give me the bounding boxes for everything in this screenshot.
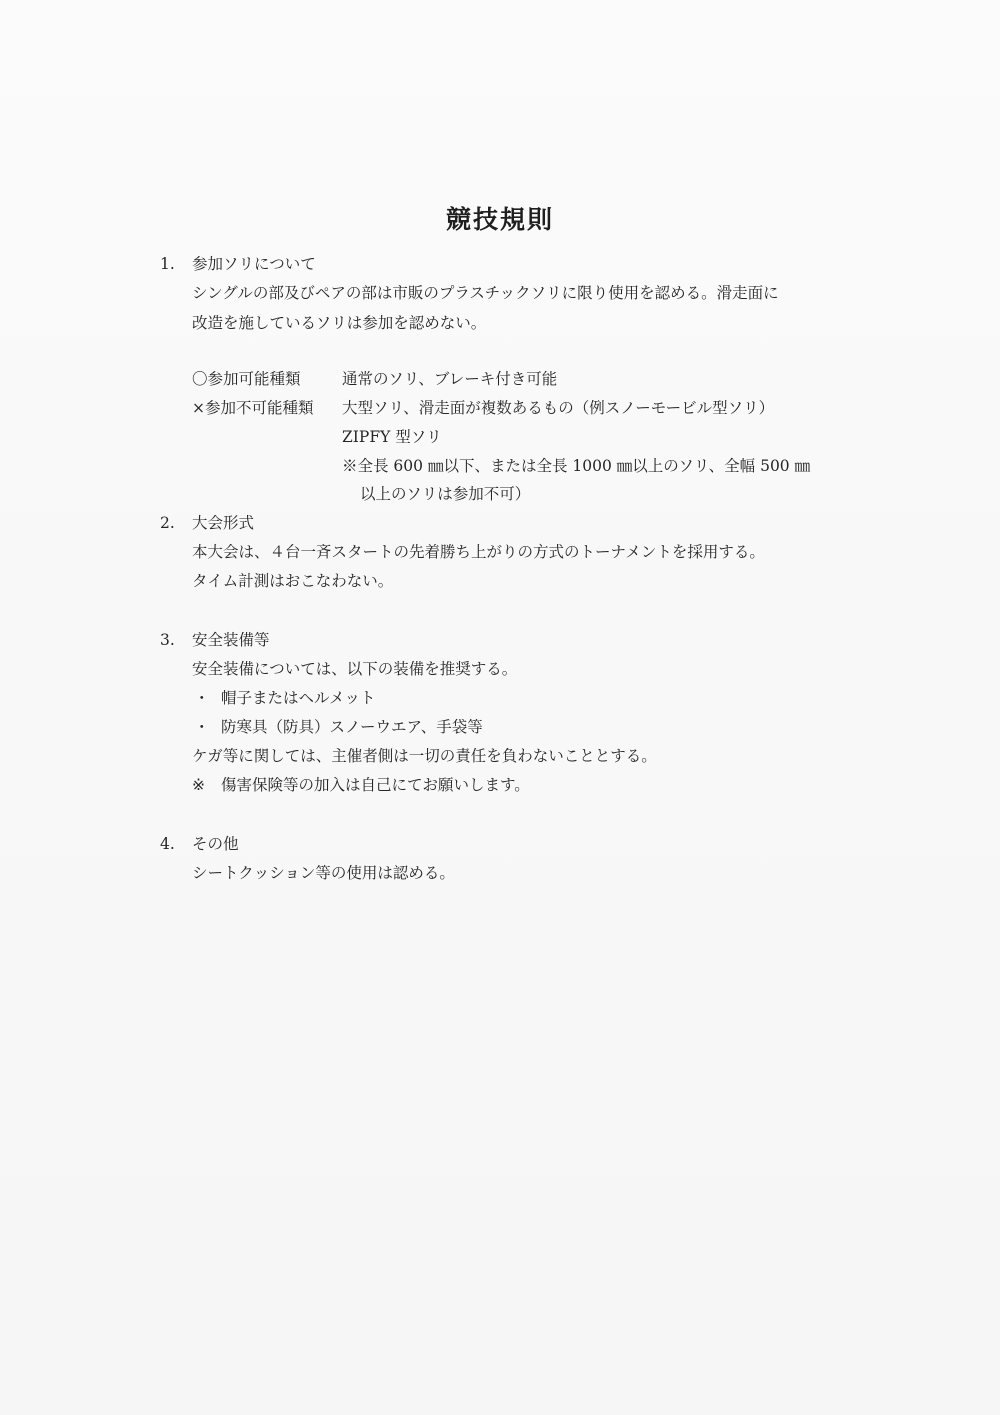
- section-3-intro: 安全装備については、以下の装備を推奨する。: [192, 660, 518, 678]
- bullet-item-2: 防寒具（防具）スノーウエア、手袋等: [221, 718, 483, 736]
- allowed-types-label: 〇参加可能種類: [192, 370, 301, 388]
- section-2-heading: 大会形式: [192, 514, 255, 532]
- disallowed-types-value-2: ZIPFY 型ソリ: [342, 428, 442, 446]
- section-3-number: 3.: [160, 631, 175, 649]
- bullet-item-1: 帽子またはヘルメット: [221, 689, 376, 707]
- section-4-number: 4.: [160, 835, 175, 853]
- remark-mark: ※: [192, 776, 205, 794]
- section-4-heading: その他: [192, 835, 239, 853]
- section-2-paragraph-line-2: タイム計測はおこなわない。: [192, 572, 394, 590]
- allowed-types-value: 通常のソリ、ブレーキ付き可能: [342, 370, 558, 388]
- disallowed-types-value-1: 大型ソリ、滑走面が複数あるもの（例スノーモービル型ソリ）: [342, 399, 775, 417]
- bullet-mark: ・: [194, 689, 210, 707]
- section-1-heading: 参加ソリについて: [192, 255, 316, 273]
- section-4-paragraph-line-1: シートクッション等の使用は認める。: [192, 864, 455, 882]
- section-2-number: 2.: [160, 514, 175, 532]
- disallowed-types-note-1: ※全長 600 ㎜以下、または全長 1000 ㎜以上のソリ、全幅 500 ㎜: [342, 457, 811, 475]
- bullet-mark: ・: [194, 718, 210, 736]
- section-1-paragraph-line-1: シングルの部及びペアの部は市販のプラスチックソリに限り使用を認める。滑走面に: [192, 284, 779, 302]
- disallowed-types-label: ×参加不可能種類: [192, 399, 314, 417]
- section-1-paragraph-line-2: 改造を施しているソリは参加を認めない。: [192, 314, 487, 332]
- section-1-number: 1.: [160, 255, 175, 273]
- section-3-heading: 安全装備等: [192, 631, 270, 649]
- insurance-remark: 傷害保険等の加入は自己にてお願いします。: [221, 776, 530, 794]
- disallowed-types-note-2: 以上のソリは参加不可）: [360, 485, 531, 503]
- section-2-paragraph-line-1: 本大会は、４台一斉スタートの先着勝ち上がりの方式のトーナメントを採用する。: [192, 543, 765, 561]
- liability-note: ケガ等に関しては、主催者側は一切の責任を負わないこととする。: [192, 747, 657, 765]
- page-title: 競技規則: [445, 205, 554, 234]
